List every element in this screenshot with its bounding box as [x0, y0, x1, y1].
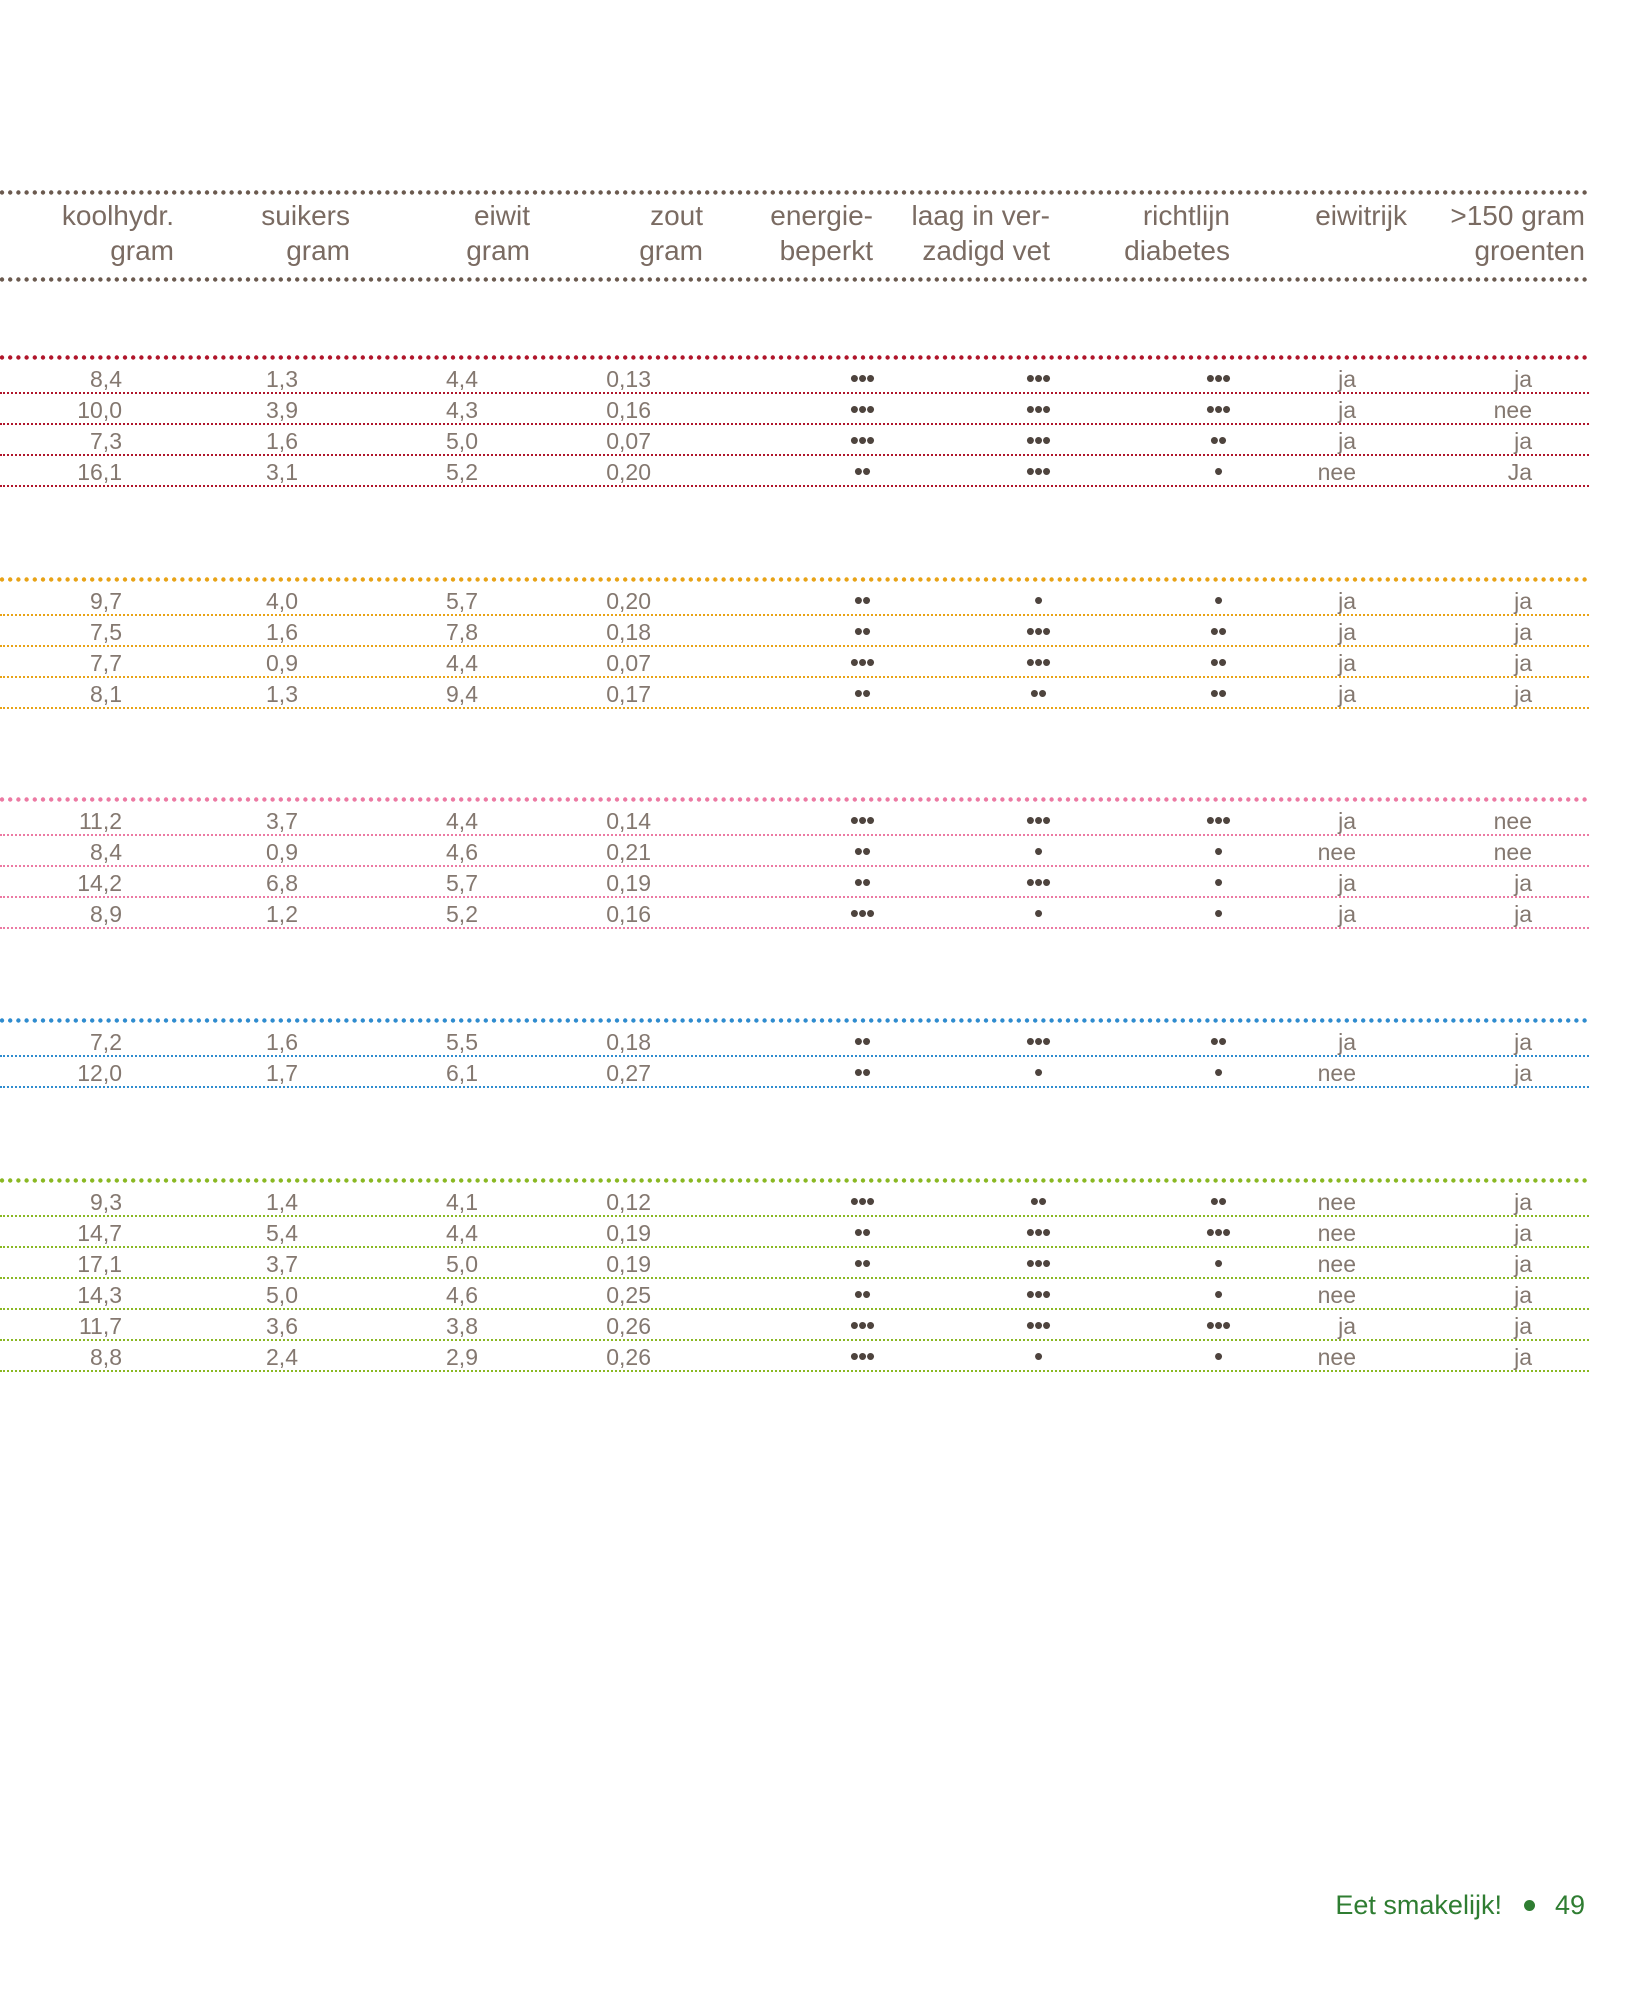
rating-dots-cell: •	[1033, 1341, 1043, 1371]
column-header-line2: zadigd vet	[922, 235, 1050, 266]
column-header-line2	[1315, 233, 1407, 268]
column-header	[1315, 198, 1407, 268]
rating-dots-cell: •••	[849, 898, 875, 928]
numeric-cell: 0,20	[606, 588, 651, 614]
rating-dots-cell: •	[1033, 1057, 1043, 1087]
rating-dots-cell: •	[1213, 867, 1223, 897]
row-divider	[0, 1370, 1589, 1372]
yes-no-cell: ja	[1514, 1313, 1532, 1339]
rating-dots-cell: •	[1033, 836, 1043, 866]
rating-dots-cell: ••	[1209, 647, 1227, 677]
section-separator	[0, 1018, 1589, 1023]
numeric-cell: 4,3	[446, 397, 478, 423]
numeric-cell: 0,21	[606, 839, 651, 865]
yes-no-cell: ja	[1514, 1220, 1532, 1246]
header-top-dotted-rule	[0, 190, 1589, 195]
table-row	[0, 836, 1589, 867]
table-row	[0, 1279, 1589, 1310]
rating-dots-cell: •	[1033, 898, 1043, 928]
yes-no-cell: ja	[1338, 650, 1356, 676]
yes-no-cell: ja	[1338, 901, 1356, 927]
numeric-cell: 14,3	[77, 1282, 122, 1308]
rating-dots-cell: •••	[1025, 1310, 1051, 1340]
numeric-cell: 1,2	[266, 901, 298, 927]
column-header-line2: beperkt	[779, 235, 873, 266]
rating-dots-cell: ••	[853, 1057, 871, 1087]
numeric-cell: 0,20	[606, 459, 651, 485]
table-row	[0, 425, 1589, 456]
table-section	[0, 1178, 1589, 1374]
numeric-cell: 2,4	[266, 1344, 298, 1370]
yes-no-cell: ja	[1514, 619, 1532, 645]
numeric-cell: 3,7	[266, 1251, 298, 1277]
table-row	[0, 1186, 1589, 1217]
numeric-cell: 9,4	[446, 681, 478, 707]
numeric-cell: 3,7	[266, 808, 298, 834]
numeric-cell: 0,19	[606, 1220, 651, 1246]
yes-no-cell: ja	[1514, 901, 1532, 927]
yes-no-cell: nee	[1317, 459, 1356, 485]
yes-no-cell: ja	[1338, 397, 1356, 423]
yes-no-cell: ja	[1514, 1029, 1532, 1055]
yes-no-cell: nee	[1317, 1344, 1356, 1370]
yes-no-cell: ja	[1514, 1282, 1532, 1308]
numeric-cell: 8,1	[90, 681, 122, 707]
numeric-cell: 1,6	[266, 619, 298, 645]
numeric-cell: 5,7	[446, 870, 478, 896]
column-header-line1: richtlijn	[1142, 200, 1230, 231]
rating-dots-cell: •••	[849, 1186, 875, 1216]
numeric-cell: 9,7	[90, 588, 122, 614]
column-header	[1124, 198, 1230, 268]
numeric-cell: 4,4	[446, 1220, 478, 1246]
rating-dots-cell: •••	[849, 394, 875, 424]
row-divider	[0, 927, 1589, 929]
numeric-cell: 4,6	[446, 1282, 478, 1308]
table-row	[0, 805, 1589, 836]
yes-no-cell: ja	[1338, 619, 1356, 645]
rating-dots-cell: •••	[1025, 1248, 1051, 1278]
numeric-cell: 4,1	[446, 1189, 478, 1215]
table-row	[0, 394, 1589, 425]
rating-dots-cell: •••	[1025, 425, 1051, 455]
rating-dots-cell: •••	[849, 647, 875, 677]
column-header-line2: gram	[110, 235, 174, 266]
table-section	[0, 355, 1589, 489]
column-header-line1: zout	[650, 200, 703, 231]
numeric-cell: 17,1	[77, 1251, 122, 1277]
rating-dots-cell: ••	[853, 1248, 871, 1278]
rating-dots-cell: •••	[1025, 616, 1051, 646]
numeric-cell: 0,16	[606, 901, 651, 927]
bullet-icon	[1524, 1900, 1535, 1911]
numeric-cell: 0,07	[606, 650, 651, 676]
rating-dots-cell: •••	[849, 1310, 875, 1340]
numeric-cell: 11,2	[78, 808, 122, 834]
numeric-cell: 0,12	[606, 1189, 651, 1215]
numeric-cell: 2,9	[446, 1344, 478, 1370]
column-header-line2: gram	[466, 235, 530, 266]
rating-dots-cell: •••	[1025, 867, 1051, 897]
yes-no-cell: ja	[1514, 1060, 1532, 1086]
page-footer	[1335, 1890, 1585, 1921]
rating-dots-cell: •	[1213, 456, 1223, 486]
numeric-cell: 3,1	[266, 459, 298, 485]
numeric-cell: 4,4	[446, 808, 478, 834]
rating-dots-cell: •••	[1205, 805, 1231, 835]
numeric-cell: 0,18	[606, 619, 651, 645]
numeric-cell: 6,1	[446, 1060, 478, 1086]
numeric-cell: 7,2	[90, 1029, 122, 1055]
table-section	[0, 1018, 1589, 1090]
rating-dots-cell: •••	[1205, 1310, 1231, 1340]
numeric-cell: 0,9	[266, 650, 298, 676]
yes-no-cell: ja	[1338, 1313, 1356, 1339]
numeric-cell: 0,16	[606, 397, 651, 423]
yes-no-cell: nee	[1317, 839, 1356, 865]
section-separator	[0, 1178, 1589, 1183]
section-separator	[0, 797, 1589, 802]
rating-dots-cell: ••	[1209, 678, 1227, 708]
yes-no-cell: ja	[1338, 1029, 1356, 1055]
numeric-cell: 14,2	[77, 870, 122, 896]
row-divider	[0, 707, 1589, 709]
numeric-cell: 5,5	[446, 1029, 478, 1055]
numeric-cell: 5,7	[446, 588, 478, 614]
numeric-cell: 16,1	[77, 459, 122, 485]
column-header-line2: groenten	[1474, 235, 1585, 266]
rating-dots-cell: •••	[1025, 805, 1051, 835]
footer-text: Eet smakelijk!	[1335, 1890, 1502, 1920]
numeric-cell: 0,17	[606, 681, 651, 707]
numeric-cell: 1,6	[266, 428, 298, 454]
header-bottom-dotted-rule	[0, 277, 1589, 282]
table-row	[0, 867, 1589, 898]
rating-dots-cell: •••	[1205, 363, 1231, 393]
rating-dots-cell: ••	[853, 1279, 871, 1309]
numeric-cell: 6,8	[266, 870, 298, 896]
numeric-cell: 8,4	[90, 839, 122, 865]
table-section	[0, 577, 1589, 711]
table-row	[0, 898, 1589, 929]
rating-dots-cell: ••	[1209, 1026, 1227, 1056]
numeric-cell: 0,07	[606, 428, 651, 454]
numeric-cell: 0,19	[606, 870, 651, 896]
rating-dots-cell: ••	[853, 1026, 871, 1056]
rating-dots-cell: ••	[1209, 1186, 1227, 1216]
table-section	[0, 797, 1589, 931]
table-row	[0, 678, 1589, 709]
rating-dots-cell: •••	[849, 805, 875, 835]
yes-no-cell: ja	[1338, 428, 1356, 454]
table-row	[0, 456, 1589, 487]
column-header	[639, 198, 703, 268]
yes-no-cell: ja	[1514, 870, 1532, 896]
column-header-line1: >150 gram	[1450, 200, 1585, 231]
numeric-cell: 3,6	[266, 1313, 298, 1339]
table-row	[0, 585, 1589, 616]
column-header-line1: suikers	[261, 200, 350, 231]
rating-dots-cell: ••	[1029, 678, 1047, 708]
numeric-cell: 1,6	[266, 1029, 298, 1055]
yes-no-cell: ja	[1338, 681, 1356, 707]
table-row	[0, 363, 1589, 394]
column-header-line2: gram	[286, 235, 350, 266]
yes-no-cell: ja	[1338, 870, 1356, 896]
yes-no-cell: nee	[1493, 839, 1532, 865]
column-header-line2: gram	[639, 235, 703, 266]
rating-dots-cell: •	[1213, 585, 1223, 615]
column-header	[62, 198, 174, 268]
rating-dots-cell: •••	[1025, 1279, 1051, 1309]
rating-dots-cell: ••	[853, 585, 871, 615]
column-header-line1: koolhydr.	[61, 200, 174, 231]
rating-dots-cell: ••	[853, 678, 871, 708]
rating-dots-cell: ••	[853, 616, 871, 646]
yes-no-cell: nee	[1317, 1282, 1356, 1308]
numeric-cell: 12,0	[77, 1060, 122, 1086]
yes-no-cell: ja	[1514, 588, 1532, 614]
numeric-cell: 0,9	[266, 839, 298, 865]
numeric-cell: 0,26	[606, 1344, 651, 1370]
yes-no-cell: Ja	[1507, 459, 1532, 485]
yes-no-cell: ja	[1514, 650, 1532, 676]
yes-no-cell: ja	[1514, 1251, 1532, 1277]
numeric-cell: 7,5	[90, 619, 122, 645]
yes-no-cell: nee	[1317, 1251, 1356, 1277]
table-row	[0, 1026, 1589, 1057]
column-header-line1: laag in ver-	[911, 200, 1050, 231]
table-row	[0, 616, 1589, 647]
column-header	[466, 198, 530, 268]
column-header-line1: eiwitrijk	[1315, 200, 1407, 231]
numeric-cell: 5,0	[446, 428, 478, 454]
numeric-cell: 1,7	[266, 1060, 298, 1086]
yes-no-cell: nee	[1493, 397, 1532, 423]
rating-dots-cell: ••	[853, 836, 871, 866]
yes-no-cell: nee	[1493, 808, 1532, 834]
rating-dots-cell: ••	[1209, 425, 1227, 455]
rating-dots-cell: •••	[849, 1341, 875, 1371]
numeric-cell: 0,14	[606, 808, 651, 834]
numeric-cell: 5,0	[266, 1282, 298, 1308]
column-header-line1: eiwit	[473, 200, 530, 231]
rating-dots-cell: •••	[1025, 647, 1051, 677]
rating-dots-cell: ••	[853, 1217, 871, 1247]
rating-dots-cell: •••	[849, 363, 875, 393]
numeric-cell: 4,0	[266, 588, 298, 614]
rating-dots-cell: •••	[1205, 394, 1231, 424]
rating-dots-cell: •	[1213, 1057, 1223, 1087]
numeric-cell: 8,9	[90, 901, 122, 927]
numeric-cell: 5,4	[266, 1220, 298, 1246]
rating-dots-cell: ••	[1029, 1186, 1047, 1216]
numeric-cell: 0,25	[606, 1282, 651, 1308]
rating-dots-cell: •••	[1205, 1217, 1231, 1247]
numeric-cell: 1,3	[266, 681, 298, 707]
column-header	[261, 198, 350, 268]
page-number: 49	[1554, 1890, 1585, 1920]
rating-dots-cell: •	[1213, 898, 1223, 928]
numeric-cell: 3,9	[266, 397, 298, 423]
yes-no-cell: ja	[1338, 808, 1356, 834]
yes-no-cell: ja	[1514, 1344, 1532, 1370]
numeric-cell: 8,4	[90, 366, 122, 392]
numeric-cell: 14,7	[77, 1220, 122, 1246]
rating-dots-cell: •••	[1025, 1217, 1051, 1247]
rating-dots-cell: ••	[853, 867, 871, 897]
column-header-line1: energie-	[770, 200, 873, 231]
numeric-cell: 4,4	[446, 650, 478, 676]
yes-no-cell: ja	[1338, 588, 1356, 614]
column-header-line2: diabetes	[1124, 235, 1230, 266]
numeric-cell: 11,7	[78, 1313, 122, 1339]
rating-dots-cell: •••	[1025, 363, 1051, 393]
yes-no-cell: ja	[1514, 1189, 1532, 1215]
table-row	[0, 1217, 1589, 1248]
rating-dots-cell: •	[1213, 1248, 1223, 1278]
rating-dots-cell: •••	[1025, 1026, 1051, 1056]
numeric-cell: 8,8	[90, 1344, 122, 1370]
table-row	[0, 1057, 1589, 1088]
numeric-cell: 0,27	[606, 1060, 651, 1086]
section-separator	[0, 577, 1589, 582]
rating-dots-cell: •	[1213, 1279, 1223, 1309]
rating-dots-cell: •••	[1025, 456, 1051, 486]
numeric-cell: 0,26	[606, 1313, 651, 1339]
numeric-cell: 3,8	[446, 1313, 478, 1339]
table-row	[0, 1341, 1589, 1372]
column-header	[770, 198, 873, 268]
row-divider	[0, 485, 1589, 487]
numeric-cell: 9,3	[90, 1189, 122, 1215]
rating-dots-cell: ••	[1209, 616, 1227, 646]
section-separator	[0, 355, 1589, 360]
numeric-cell: 0,18	[606, 1029, 651, 1055]
yes-no-cell: ja	[1514, 428, 1532, 454]
numeric-cell: 1,4	[266, 1189, 298, 1215]
numeric-cell: 5,2	[446, 901, 478, 927]
numeric-cell: 0,19	[606, 1251, 651, 1277]
numeric-cell: 7,8	[446, 619, 478, 645]
numeric-cell: 5,2	[446, 459, 478, 485]
numeric-cell: 7,7	[90, 650, 122, 676]
numeric-cell: 5,0	[446, 1251, 478, 1277]
numeric-cell: 4,4	[446, 366, 478, 392]
yes-no-cell: ja	[1338, 366, 1356, 392]
table-row	[0, 1310, 1589, 1341]
rating-dots-cell: ••	[853, 456, 871, 486]
table-row	[0, 647, 1589, 678]
table-row	[0, 1248, 1589, 1279]
yes-no-cell: ja	[1514, 366, 1532, 392]
yes-no-cell: ja	[1514, 681, 1532, 707]
rating-dots-cell: •••	[849, 425, 875, 455]
rating-dots-cell: •	[1213, 1341, 1223, 1371]
yes-no-cell: nee	[1317, 1060, 1356, 1086]
row-divider	[0, 1086, 1589, 1088]
numeric-cell: 10,0	[77, 397, 122, 423]
numeric-cell: 1,3	[266, 366, 298, 392]
column-header	[1450, 198, 1585, 268]
rating-dots-cell: •	[1033, 585, 1043, 615]
rating-dots-cell: •••	[1025, 394, 1051, 424]
numeric-cell: 7,3	[90, 428, 122, 454]
yes-no-cell: nee	[1317, 1220, 1356, 1246]
numeric-cell: 4,6	[446, 839, 478, 865]
numeric-cell: 0,13	[606, 366, 651, 392]
column-header	[911, 198, 1050, 268]
yes-no-cell: nee	[1317, 1189, 1356, 1215]
rating-dots-cell: •	[1213, 836, 1223, 866]
